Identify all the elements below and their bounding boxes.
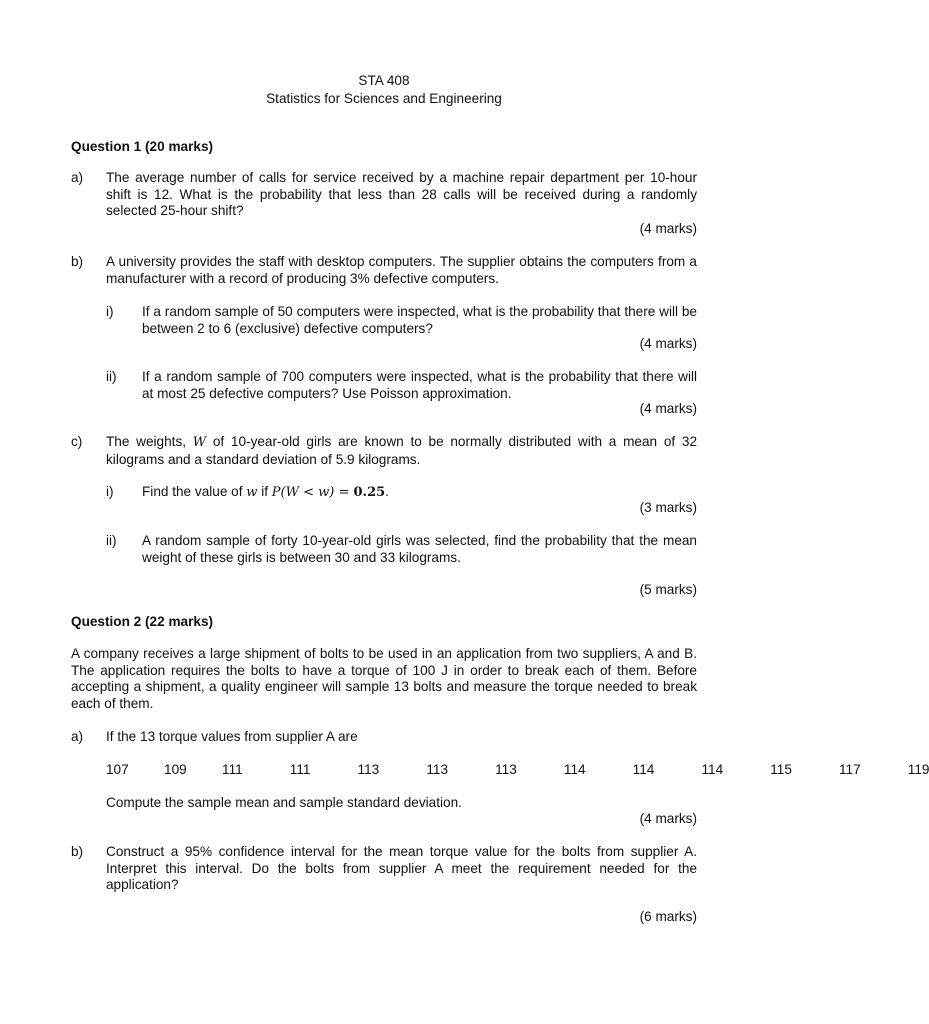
question-2-heading: Question 2 (22 marks) xyxy=(71,614,214,629)
q1-c-i xyxy=(106,484,697,502)
q1-b-i-label: i) xyxy=(106,304,114,319)
q1-b-ii xyxy=(106,369,697,402)
q1-a-marks: (4 marks) xyxy=(639,221,697,236)
q1-b-i xyxy=(106,304,697,337)
q1-b-i-text: If a random sample of 50 computers were inspected, what is the probability that there will be between 2 to 6 (exclusive) defective computers? xyxy=(142,304,697,336)
q1-a-label: a) xyxy=(71,170,84,185)
q1-c-i-text-before: Find the value of xyxy=(142,484,243,499)
q1-c-ii-label: ii) xyxy=(106,533,117,548)
q1-c-i-marks: (3 marks) xyxy=(639,500,697,515)
q2-a-label: a) xyxy=(71,729,84,744)
q1-b-i-marks: (4 marks) xyxy=(639,336,697,351)
q2-b-text: Construct a 95% confidence interval for the mean torque value for the bolts from supplier A. Interpret this interval. Do the bolts from supplier A meet the requirement needed for the application? xyxy=(106,844,697,893)
q2-b-marks: (6 marks) xyxy=(639,909,697,924)
q1-b-text: A university provides the staff with desktop computers. The supplier obtains the computers from a manufacturer with a record of producing 3% defective computers. xyxy=(106,254,697,286)
q1-c-i-text xyxy=(142,484,697,502)
q1-part-b xyxy=(71,254,697,287)
question-1-heading: Question 1 (20 marks) xyxy=(71,139,214,154)
probability-expression: P(W < w) = xyxy=(271,485,354,500)
q1-b-ii-marks: (4 marks) xyxy=(639,401,697,416)
probability-value: 0.25 xyxy=(353,485,386,500)
q1-c-i-text-end: . xyxy=(385,484,389,499)
q1-c-text-before: The weights, xyxy=(106,434,187,449)
q1-c-label: c) xyxy=(71,434,83,449)
variable-W: W xyxy=(192,435,207,450)
q1-c-ii xyxy=(106,533,697,566)
q2-b-label: b) xyxy=(71,844,84,859)
q2-intro: A company receives a large shipment of bolts to be used in an application from two suppliers, A and B. The application requires the bolts to have a torque of 100 J in order to break each of them. Before accepting a shipment, a quality engineer will sample 13 bolts and measure the torque needed to break each of them. xyxy=(71,646,697,711)
q2-a-text: If the 13 torque values from supplier A are xyxy=(106,729,358,744)
q1-a-text: The average number of calls for service received by a machine repair department per 10-hour shift is 12. What is the probability that less than 28 calls will be received during a randomly selected 25-hour shift? xyxy=(106,170,697,219)
torque-values: 107 109 111 111 113 113 113 114 114 114 115 117 119 xyxy=(106,762,929,777)
q1-b-label: b) xyxy=(71,254,84,269)
q2-a-followup: Compute the sample mean and sample standard deviation. xyxy=(106,795,462,810)
variable-w: w xyxy=(246,485,258,500)
q1-c-text xyxy=(106,434,697,468)
q1-c-ii-text: A random sample of forty 10-year-old girls was selected, find the probability that the mean weight of these girls is between 30 and 33 kilograms. xyxy=(142,533,697,565)
q1-c-text-after: of 10-year-old girls are known to be normally distributed with a mean of 32 kilograms and a standard deviation of 5.9 kilograms. xyxy=(106,434,698,467)
q1-part-a xyxy=(71,170,697,220)
q1-part-c xyxy=(71,434,697,468)
q2-part-b xyxy=(71,844,697,894)
q1-c-ii-marks: (5 marks) xyxy=(639,582,697,597)
course-code: STA 408 xyxy=(358,73,410,88)
q2-part-a xyxy=(71,729,697,746)
q2-a-marks: (4 marks) xyxy=(639,811,697,826)
q1-b-ii-label: ii) xyxy=(106,369,117,384)
q1-c-i-text-mid: if xyxy=(261,484,269,499)
course-title: Statistics for Sciences and Engineering xyxy=(266,91,502,106)
q1-b-ii-text: If a random sample of 700 computers were inspected, what is the probability that there will at most 25 defective computers? Use Poisson approximation. xyxy=(142,369,697,401)
q1-c-i-label: i) xyxy=(106,484,114,499)
document-header xyxy=(0,72,768,108)
